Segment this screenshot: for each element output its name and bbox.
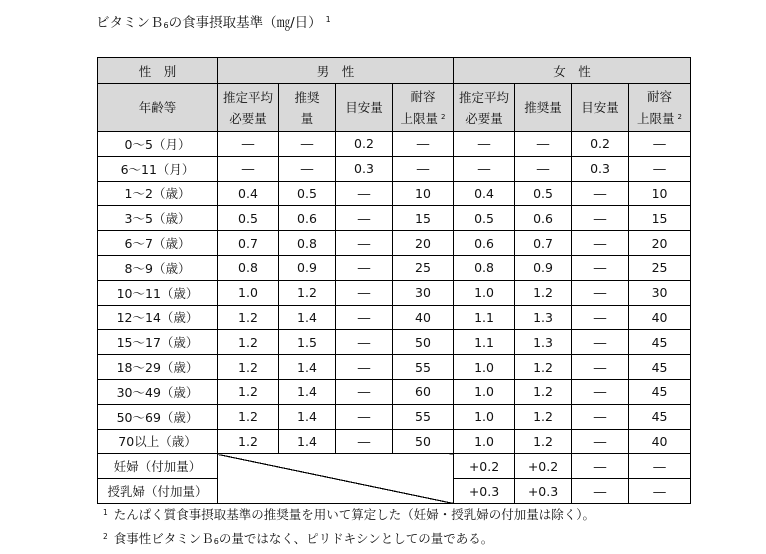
table-row xyxy=(98,156,691,181)
table-cell: ― xyxy=(393,132,454,157)
table-cell: 45 xyxy=(629,379,691,404)
table-cell: ― xyxy=(572,181,629,206)
table-row xyxy=(98,206,691,231)
table-cell: ― xyxy=(279,156,336,181)
table-cell: ― xyxy=(454,156,515,181)
table-cell: 40 xyxy=(629,429,691,454)
table-cell: ― xyxy=(572,404,629,429)
table-cell: 1.4 xyxy=(279,305,336,330)
table-cell: ― xyxy=(515,132,572,157)
table-cell: 18～29（歳） xyxy=(98,355,218,380)
table-cell: 0.5 xyxy=(454,206,515,231)
female-ear-header: 推定平均 必要量 xyxy=(454,84,515,132)
table-cell: 1.1 xyxy=(454,305,515,330)
table-cell: 50～69（歳） xyxy=(98,404,218,429)
pregnant-row xyxy=(98,454,691,479)
table-cell: 1.2 xyxy=(515,280,572,305)
male-header: 男 性 xyxy=(218,58,454,84)
table-cell: 3～5（歳） xyxy=(98,206,218,231)
table-cell: ― xyxy=(336,379,393,404)
female-rda-header: 推奨量 xyxy=(515,84,572,132)
table-cell: 1.2 xyxy=(218,355,279,380)
table-cell: 1.0 xyxy=(454,379,515,404)
table-cell: 0.9 xyxy=(279,255,336,280)
table-cell: ― xyxy=(572,429,629,454)
table-cell: ― xyxy=(336,231,393,256)
table-cell: ― xyxy=(572,454,629,479)
table-cell: 50 xyxy=(393,330,454,355)
male-ear-header: 推定平均 必要量 xyxy=(218,84,279,132)
table-cell: 1.4 xyxy=(279,355,336,380)
table-cell: ― xyxy=(572,280,629,305)
table-cell: 1.0 xyxy=(454,429,515,454)
table-cell: 25 xyxy=(629,255,691,280)
table-cell: ― xyxy=(336,429,393,454)
table-cell: 1.2 xyxy=(515,355,572,380)
table-cell: 1.0 xyxy=(454,280,515,305)
table-cell: 1.2 xyxy=(218,330,279,355)
table-cell: 0.4 xyxy=(454,181,515,206)
table-cell: 1.2 xyxy=(218,379,279,404)
table-row xyxy=(98,231,691,256)
table-cell: 30 xyxy=(629,280,691,305)
table-row xyxy=(98,181,691,206)
table-cell: 15 xyxy=(393,206,454,231)
table-cell: 1.1 xyxy=(454,330,515,355)
table-cell: 0.4 xyxy=(218,181,279,206)
table-cell: 0.9 xyxy=(515,255,572,280)
table-cell: 55 xyxy=(393,404,454,429)
male-ul-header: 耐容 上限量 $^2$ xyxy=(393,84,454,132)
table-cell: 40 xyxy=(629,305,691,330)
table-row xyxy=(98,255,691,280)
table-row xyxy=(98,132,691,157)
table-cell: 10 xyxy=(393,181,454,206)
table-cell: ― xyxy=(279,132,336,157)
table-cell: 1.5 xyxy=(279,330,336,355)
table-cell: ― xyxy=(393,156,454,181)
table-row xyxy=(98,305,691,330)
table-cell: 10 xyxy=(629,181,691,206)
table-cell: 0.8 xyxy=(218,255,279,280)
sex-header: 性 別 xyxy=(98,58,218,84)
table-cell: +0.3 xyxy=(515,479,572,504)
table-cell: ― xyxy=(336,206,393,231)
table-cell: 1.4 xyxy=(279,379,336,404)
table-cell: 0.5 xyxy=(515,181,572,206)
table-row xyxy=(98,355,691,380)
table-cell: ― xyxy=(336,280,393,305)
table-cell: 1.2 xyxy=(279,280,336,305)
table-cell: 1.2 xyxy=(515,379,572,404)
table-cell: 60 xyxy=(393,379,454,404)
table-cell: 55 xyxy=(393,355,454,380)
table-cell: +0.3 xyxy=(454,479,515,504)
table-cell: 1.2 xyxy=(515,404,572,429)
table-cell: 30 xyxy=(393,280,454,305)
table-cell: 1.2 xyxy=(218,404,279,429)
table-cell: ― xyxy=(218,156,279,181)
table-cell: 12～14（歳） xyxy=(98,305,218,330)
table-cell: ― xyxy=(572,255,629,280)
table-cell: 0.3 xyxy=(336,156,393,181)
table-cell: 0～5（月） xyxy=(98,132,218,157)
table-cell: ― xyxy=(336,404,393,429)
table-cell: 0.2 xyxy=(572,132,629,157)
table-cell: ― xyxy=(572,305,629,330)
female-ai-header: 目安量 xyxy=(572,84,629,132)
table-cell: ― xyxy=(336,330,393,355)
table-cell: 0.5 xyxy=(218,206,279,231)
male-rda-header: 推奨 量 xyxy=(279,84,336,132)
table-cell: ― xyxy=(572,330,629,355)
table-cell: 0.8 xyxy=(454,255,515,280)
table-cell: 10～11（歳） xyxy=(98,280,218,305)
table-cell: 0.8 xyxy=(279,231,336,256)
table-cell: 6～11（月） xyxy=(98,156,218,181)
table-cell: ― xyxy=(629,454,691,479)
table-cell: 1.3 xyxy=(515,305,572,330)
vitamin-b6-table xyxy=(97,57,691,504)
table-cell: ― xyxy=(629,156,691,181)
footnote-1: $^1$ たんぱく質食事摂取基準の推奨量を用いて算定した（妊婦・授乳婦の付加量は除く）。 xyxy=(103,507,596,522)
table-cell: +0.2 xyxy=(454,454,515,479)
footnote-ref: 1 xyxy=(325,15,331,24)
table-cell: ― xyxy=(454,132,515,157)
table-cell: 1.2 xyxy=(218,429,279,454)
table-cell: 45 xyxy=(629,355,691,380)
table-cell: 0.6 xyxy=(515,206,572,231)
table-cell: 妊婦（付加量） xyxy=(98,454,218,479)
table-cell: 15 xyxy=(629,206,691,231)
table-cell: ― xyxy=(572,479,629,504)
table-cell: 30～49（歳） xyxy=(98,379,218,404)
table-cell: 0.3 xyxy=(572,156,629,181)
table-cell: 15～17（歳） xyxy=(98,330,218,355)
table-cell: 25 xyxy=(393,255,454,280)
table-cell: ― xyxy=(572,355,629,380)
table-cell: ― xyxy=(629,132,691,157)
table-cell: 1～2（歳） xyxy=(98,181,218,206)
table-row xyxy=(98,429,691,454)
table-cell: 1.0 xyxy=(454,355,515,380)
table-cell: 20 xyxy=(629,231,691,256)
table-cell: ― xyxy=(336,305,393,330)
table-cell: 1.2 xyxy=(515,429,572,454)
table-cell: 0.5 xyxy=(279,181,336,206)
table-row xyxy=(98,379,691,404)
table-cell: 20 xyxy=(393,231,454,256)
table-cell: 40 xyxy=(393,305,454,330)
table-cell: ― xyxy=(336,181,393,206)
table-cell: ― xyxy=(336,255,393,280)
table-cell: 1.4 xyxy=(279,429,336,454)
female-ul-header: 耐容 上限量 $^2$ xyxy=(629,84,691,132)
table-cell: 50 xyxy=(393,429,454,454)
table-cell: 6～7（歳） xyxy=(98,231,218,256)
table-cell: 0.7 xyxy=(515,231,572,256)
table-cell: 0.2 xyxy=(336,132,393,157)
table-cell: 1.3 xyxy=(515,330,572,355)
table-cell: ― xyxy=(218,132,279,157)
table-cell: ― xyxy=(572,231,629,256)
table-cell: 0.7 xyxy=(218,231,279,256)
table-cell: 授乳婦（付加量） xyxy=(98,479,218,504)
table-cell: 1.4 xyxy=(279,404,336,429)
table-cell: +0.2 xyxy=(515,454,572,479)
table-cell: ― xyxy=(336,355,393,380)
female-header: 女 性 xyxy=(454,58,691,84)
table-cell: ― xyxy=(515,156,572,181)
table-cell: 8～9（歳） xyxy=(98,255,218,280)
table-cell: 1.0 xyxy=(218,280,279,305)
table-row xyxy=(98,280,691,305)
table-row xyxy=(98,330,691,355)
table-row xyxy=(98,404,691,429)
not-applicable-cell xyxy=(218,454,454,504)
table-cell: 0.6 xyxy=(279,206,336,231)
table-cell: 70以上（歳） xyxy=(98,429,218,454)
table-cell: 45 xyxy=(629,404,691,429)
footnote-2: $^2$ 食事性ビタミンＢ$_6$の量ではなく、ピリドキシンとしての量である。 xyxy=(103,531,494,546)
table-cell: 1.0 xyxy=(454,404,515,429)
table-cell: ― xyxy=(629,479,691,504)
age-header: 年齢等 xyxy=(98,84,218,132)
table-cell: 1.2 xyxy=(218,305,279,330)
table-title: ビタミンＢ$_6$の食事摂取基準（㎎/日） $^1$ xyxy=(96,15,331,31)
table-cell: 45 xyxy=(629,330,691,355)
male-ai-header: 目安量 xyxy=(336,84,393,132)
table-cell: 0.6 xyxy=(454,231,515,256)
table-cell: ― xyxy=(572,379,629,404)
table-cell: ― xyxy=(572,206,629,231)
